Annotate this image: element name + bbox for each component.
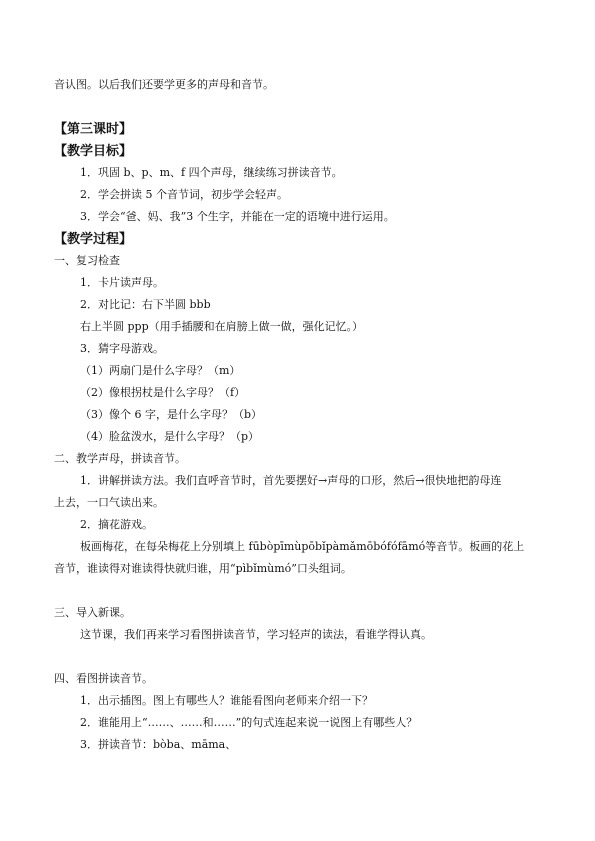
list-item: 1．卡片读声母。 [80,276,164,289]
goal-item: 3．学会“爸、妈、我”3 个生字，并能在一定的语境中进行运用。 [80,210,395,223]
paragraph-line: 板画梅花，在每朵梅花上分别填上 fūbòpīmùpōbǐpàmǎmōbófófāmó等音节。板画的花上 [80,540,525,553]
list-item: （3）像个 6 字，是什么字母？（b） [80,408,263,421]
list-item: 2．对比记：右下半圆 bbb [80,298,211,311]
section-title: 二、教学声母，拼读音节。 [54,452,186,465]
paragraph-line: 1．讲解拼读方法。我们直呼音节时，首先要摆好→声母的口形，然后→很快地把韵母连 [80,474,502,487]
section-title: 一、复习检查 [54,254,120,267]
list-item: 1．出示插图。图上有哪些人？谁能看图向老师来介绍一下？ [80,694,373,707]
paragraph-line: 2．摘花游戏。 [80,518,153,531]
paragraph-line: 上去，一口气读出来。 [54,496,164,509]
lesson-heading: 【第三课时】 [54,122,133,137]
process-heading: 【教学过程】 [54,232,133,247]
list-item: 3．猜字母游戏。 [80,342,164,355]
paragraph-line: 这节课，我们再来学习看图拼读音节，学习轻声的读法，看谁学得认真。 [80,628,432,641]
section-title: 三、导入新课。 [54,606,131,619]
list-item: 2．谁能用上“……、……和……”的句式连起来说一说图上有哪些人？ [80,716,418,729]
list-item: （2）像根拐杖是什么字母？（f） [80,386,246,399]
list-item: （4）脸盆泼水，是什么字母？（p） [80,430,260,443]
list-item: 右上半圆 ppp（用手插腰和在肩膀上做一做，强化记忆。） [80,320,364,333]
intro-line: 音认图。以后我们还要学更多的声母和音节。 [54,78,274,91]
goal-item: 2．学会拼读 5 个音节词，初步学会轻声。 [80,188,288,201]
section-title: 四、看图拼读音节。 [54,672,153,685]
paragraph-line: 音节，谁读得对谁读得快就归谁，用“pìbǐmùmó”口头组词。 [54,562,352,575]
goal-item: 1．巩固 b、p、m、f 四个声母，继续练习拼读音节。 [80,166,343,179]
goals-heading: 【教学目标】 [54,144,133,159]
list-item: 3．拼读音节：bòba、māma、 [80,738,237,751]
list-item: （1）两扇门是什么字母？（m） [80,364,241,377]
